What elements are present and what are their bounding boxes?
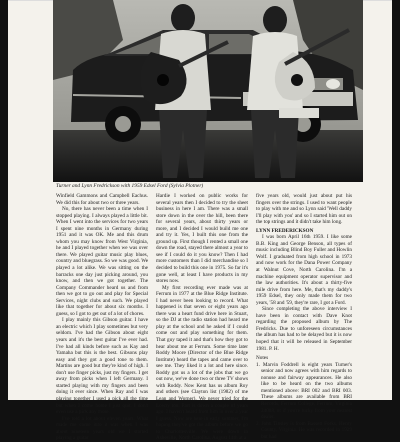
paragraph: No, there has never been a time when I stopped playing. I always played a little bit. When I went into the services for two years I spent nine months in Germany during 1951 and it was OK. Me and this drum whom you may know from West Virginia, he and I played together when we was over there. We played guitar music play blues, country and bluegrass. So we was good. We played a lot alike. We was sitting on the barracks one day just picking around, you know, and then we got together. The Company Commander heard us and from then we got to go out and play for Special Services, night clubs and such. We played like that together for about six months. I guess, so I got to get out of a lot of chores. <box>56 206 148 317</box>
note-item: 2. John Tinsley is from Bassett Forks, Henry County, Virginia. He was recorded in 1929 but had <box>256 420 352 440</box>
text-column-2 <box>156 193 248 442</box>
paragraph: I play mainly this Gibson guitar. I have an electric which I play sometimes but very seldom. I've had the Gibson about eight years and it's the best guitar I've ever had. I've had all kinds before such as Kay and Yamaha but this is the best. Gibsons play easy and they got a good tone to them. Martins are good but they're kind of high. I don't use finger picks, just my fingers. I get away from picks when I left Germany. I started playing with my fingers and been doing it ever since. When Ray and I was playing together I used a pick all the time but when I come home I just quit. I don't even use a pick any more. <box>56 317 148 416</box>
photograph <box>53 0 363 182</box>
photo-caption: Turner and Lynn Fredrickson with 1959 Edsel Ford (Sylvia Plotner) <box>56 183 204 189</box>
text-column-3 <box>256 193 352 440</box>
paragraph: Winfield Gammons and Campbell Eachus. We did this for about two or three years. <box>56 193 148 206</box>
document-page <box>8 0 392 442</box>
paragraph: My first recording ever made was at Ferrum in 1977 at the Blue Ridge Institute. I had never been looking to record. What happened is that seven or eight years ago there was a heart fund drive here in Stuart, so the DJ at the radio station had heard me play at the school and he asked if I could come out and play something for them. That guy taped it and that's how they got to hear about me at Ferrum. Some time later Roddy Moore (Director of the Blue Ridge Institute) heard the tapes and came over to see me. They liked it a lot and here since. Roddy got us a lot of the jobs that we go out now, we've done two or three TV shows with Roddy. Now Kent has us album Roy and others (see Clayton list (1982) of me Lean and Worner). We never tried for the Lowry too. Part is down a couple of years ago. I haven't heard from him in over a year I guess. Now are here in early summer, I'm hoping they've got the album before we go to Charlottesville. We were down in Asheville, North Carolina, August 14th at a <box>156 284 248 442</box>
paragraph: Hardie I worked on public works for several years then I decided to try the sheet business in here I am. There was a small store down in the over the hill, been there for several years, about thirty years or more, and I decided I would build me one and try it. Yes, I built this one from the ground up. First though I rented a small one down the road, stayed there almost a year to see if I could do it you know? Then I had more customers than I did merchandise so I decided to build this one in 1975. So far it's gone well, at least I have products in my stores now. <box>156 193 248 285</box>
paragraph: Since completing the above interview I have been in contact with Dave Knot regarding the proposed album by The Fredricks. Due to unforeseen circumstances the album has had to be delayed but it is now hoped that it will be released in September 1981. P. H. <box>256 306 352 352</box>
note-item: 1. Marvin Foddrell is eight years Turner's senior and now agrees with him regards to nonuse and fairway appearances. He also like to be heard on the two albums mentioned above: BRI 002 and BRI 003. These albums are available from BRI Records, Ferrum College, Ferrum, Virginia 24088, or if you're lucky from your nearest dealer. <box>256 361 352 421</box>
text-column-1 <box>56 193 148 442</box>
paragraph: I've told a lot about eleven years. What made me come into it was when I was about nineteen years old we I started playing a guitar <box>56 415 148 442</box>
paragraph: I was born April 16th 1959. I like some B.B. King and George Benson, all types of music including Blind Boy Fuller and Howlin Wolf. I graduated from high school in 1973 and now work for the Dana Power Company at Walnut Cove, North Carolina. I'm a machine equipment operator supervisor and the law authorities. It's about a thirty-five mile drive from here. Me, that's my daddy's 1959 Edsel, they only made them for two years, '58 and '59, they're rare, I got a Ford. <box>256 234 352 306</box>
notes-heading: Notes <box>256 355 269 362</box>
section-heading: LYNN FREDERICKSON <box>256 227 314 234</box>
paragraph: five years old, would just about put his fingers over the strings. I used to want people to play with me and so Lynn said 'Well daddy I'll play with you' and so I started him out on the top strings and it didn't take him long. <box>256 193 352 226</box>
photo-image <box>53 0 363 182</box>
